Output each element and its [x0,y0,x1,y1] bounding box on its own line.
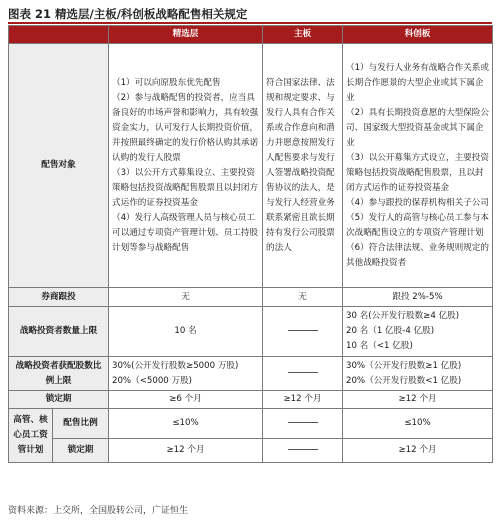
row-label-broker-follow: 券商跟投 [9,288,109,307]
list-item: （1）与发行人业务有战略合作关系或长期合作愿景的大型企业或其下属企业 [346,62,489,103]
cell-jingxuan-broker: 无 [109,288,263,307]
cell-kechuang-share-ratio [343,357,493,391]
cell-kechuang-broker: 跟投 2%-5% [343,288,493,307]
row-label-exec-plan: 高管、核心员工资管计划 [9,409,53,463]
cell-kechuang-exec-lock: ≥12 个月 [343,439,493,463]
row-broker-follow [9,288,493,307]
cell-kechuang-lockup: ≥12 个月 [343,391,493,409]
row-exec-lock [9,439,493,463]
cell-main-targets: 符合国家法律、法规和规定要求、与发行人具有合作关系或合作意向和潜力并愿意按照发行人配售要求与发行人签署战略投资配售协议的法人，是与发行人经营业务联系紧密且欲长期持有发行公司股票的法人 [263,44,343,288]
row-label-lockup: 锁定期 [9,391,109,409]
cell-main-exec-lock [263,439,343,463]
row-label-share-ratio: 战略投资者获配股数比例上限 [9,357,109,391]
list-item: 30 名(公开发行股数≥4 亿股) [346,311,460,321]
empty-dash [288,422,318,423]
header-kechuang: 科创板 [343,26,493,44]
cell-jingxuan-exec-lock: ≥12 个月 [109,439,263,463]
row-label-exec-lock: 锁定期 [53,439,109,463]
cell-jingxuan-lockup: ≥6 个月 [109,391,263,409]
cell-main-broker: 无 [263,288,343,307]
cell-jingxuan-share-ratio [109,357,263,391]
list-item: 30%(公开发行股数≥5000 万股) [112,360,239,371]
list-item: （6）符合法律法规、业务规则规定的其他战略投资者 [346,242,489,268]
empty-dash [288,372,318,373]
row-exec-ratio [9,409,493,439]
list-item: （4）参与跟投的保荐机构相关子公司 [346,197,489,208]
list-item: （1）可以向原股东优先配售 [112,77,221,88]
cell-kechuang-targets [343,44,493,288]
cell-main-investor-limit [263,307,343,357]
list-item: （3）以公开募集方式设立，主要投资策略包括投资战略配售股票，且以封闭方式运作的证券投资基金 [346,152,489,193]
cell-kechuang-exec-ratio: ≤10% [343,409,493,439]
source-note: 资料来源：上交所，全国股转公司，广证恒生 [8,506,189,516]
header-empty [9,26,109,44]
empty-dash [288,330,318,331]
table-header-row [9,26,493,44]
row-label-investor-limit: 战略投资者数量上限 [9,307,109,357]
page-title: 图表 21 精选层/主板/科创板战略配售相关规定 [8,7,248,21]
cell-kechuang-investor-limit [343,307,493,357]
rules-table [8,25,493,463]
row-label-exec-ratio: 配售比例 [53,409,109,439]
list-item: （2）具有长期投资意愿的大型保险公司、国家级大型投资基金或其下属企业 [346,107,489,148]
cell-jingxuan-exec-ratio: ≤10% [109,409,263,439]
row-label-allocation-target: 配售对象 [9,44,109,288]
list-item: 10 名（<1 亿股) [346,341,413,351]
row-investor-limit [9,307,493,357]
list-item: （4）发行人高级管理人员与核心员工可以通过专项资产管理计划、员工持股计划等参与战略配售 [112,212,259,253]
list-item: 30%（公开发行股数≥1 亿股) [346,360,462,371]
cell-main-exec-ratio [263,409,343,439]
header-main: 主板 [263,26,343,44]
list-item: （3）以公开方式募集设立、主要投资策略包括投资战略配售股票且以封闭方式运作的证券投资基金 [112,167,259,208]
empty-dash [288,449,318,450]
cell-jingxuan-investor-limit: 10 名 [109,307,263,357]
list-item: （5）发行人的高管与核心员工参与本次战略配售设立的专项资产管理计划 [346,212,489,238]
cell-jingxuan-targets [109,44,263,288]
list-item: 20%（<5000 万股) [112,375,193,386]
row-lockup [9,391,493,409]
list-item: 20%（公开发行股数<1 亿股) [346,375,462,386]
cell-main-lockup: ≥12 个月 [263,391,343,409]
header-jingxuan: 精选层 [109,26,263,44]
row-allocation-target [9,44,493,288]
list-item: 20 名（1 亿股-4 亿股) [346,326,435,336]
cell-main-share-ratio [263,357,343,391]
row-share-ratio-limit [9,357,493,391]
list-item: （2）参与战略配售的投资者，应当具备良好的市场声誉和影响力，具有较强资金实力，认可发行人长期投资价值，并按照最终确定的发行价格认购其承诺认购的发行人股票 [112,92,259,163]
title-rule [8,22,492,24]
